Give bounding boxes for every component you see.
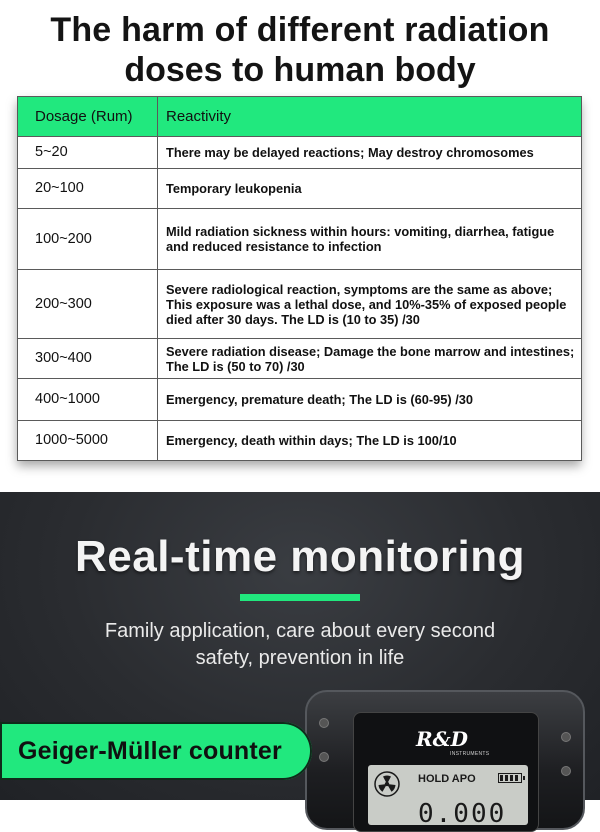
reaction-cell: Severe radiation disease; Damage the bone marrow and intestines; The LD is (50 to 70) /30 <box>158 339 582 379</box>
reaction-cell: Severe radiological reaction, symptoms are the same as above; This exposure was a lethal dose, and 10%-35% of exposed people died after 30 days. The LD is (10 to 35) /30 <box>158 270 582 339</box>
lcd-digits: 0.000 <box>418 799 507 829</box>
header-dosage: Dosage (Rum) <box>18 97 158 137</box>
product-badge-label: Geiger-Müller counter <box>18 737 282 765</box>
dose-table-card <box>17 96 581 460</box>
monitoring-section <box>0 492 600 829</box>
lcd-status-text: HOLD APO <box>418 773 476 785</box>
dose-cell: 20~100 <box>18 169 158 209</box>
dose-cell: 300~400 <box>18 339 158 379</box>
reaction-cell: Mild radiation sickness within hours: vomiting, diarrhea, fatigue and reduced resistance to infection <box>158 209 582 270</box>
dose-cell: 1000~5000 <box>18 421 158 461</box>
reaction-cell: Emergency, death within days; The LD is 100/10 <box>158 421 582 461</box>
monitoring-headline: Real-time monitoring <box>74 532 526 581</box>
table-row <box>18 379 582 421</box>
lcd-display <box>368 765 528 829</box>
dose-table <box>17 96 582 461</box>
dose-cell: 400~1000 <box>18 379 158 421</box>
table-row <box>18 421 582 461</box>
screw-icon <box>319 718 329 728</box>
radiation-icon <box>374 771 400 797</box>
table-row <box>18 209 582 270</box>
monitoring-subtitle <box>0 618 600 672</box>
header-reactivity: Reactivity <box>158 97 582 137</box>
page-title <box>0 10 600 90</box>
title-line-2: doses to human body <box>124 51 476 89</box>
table-header-row <box>18 97 582 137</box>
table-row <box>18 339 582 379</box>
screw-icon <box>561 766 571 776</box>
reaction-cell: Temporary leukopenia <box>158 169 582 209</box>
reaction-cell: Emergency, premature death; The LD is (60-95) /30 <box>158 379 582 421</box>
product-badge <box>0 722 312 780</box>
table-row <box>18 169 582 209</box>
screw-icon <box>319 752 329 762</box>
accent-divider <box>240 594 360 601</box>
device-screen <box>353 712 539 832</box>
battery-icon <box>498 773 522 783</box>
screw-icon <box>561 732 571 742</box>
reaction-cell: There may be delayed reactions; May destroy chromosomes <box>158 137 582 169</box>
table-row <box>18 270 582 339</box>
brand-subtext: INSTRUMENTS <box>450 751 490 757</box>
brand-logo: R&D <box>416 727 469 751</box>
geiger-device-image <box>305 690 585 830</box>
subtitle-line-2: safety, prevention in life <box>195 647 405 669</box>
title-line-1: The harm of different radiation <box>50 11 550 49</box>
subtitle-line-1: Family application, care about every second <box>104 620 496 642</box>
dose-cell: 5~20 <box>18 137 158 169</box>
dose-cell: 100~200 <box>18 209 158 270</box>
table-row <box>18 137 582 169</box>
dose-cell: 200~300 <box>18 270 158 339</box>
